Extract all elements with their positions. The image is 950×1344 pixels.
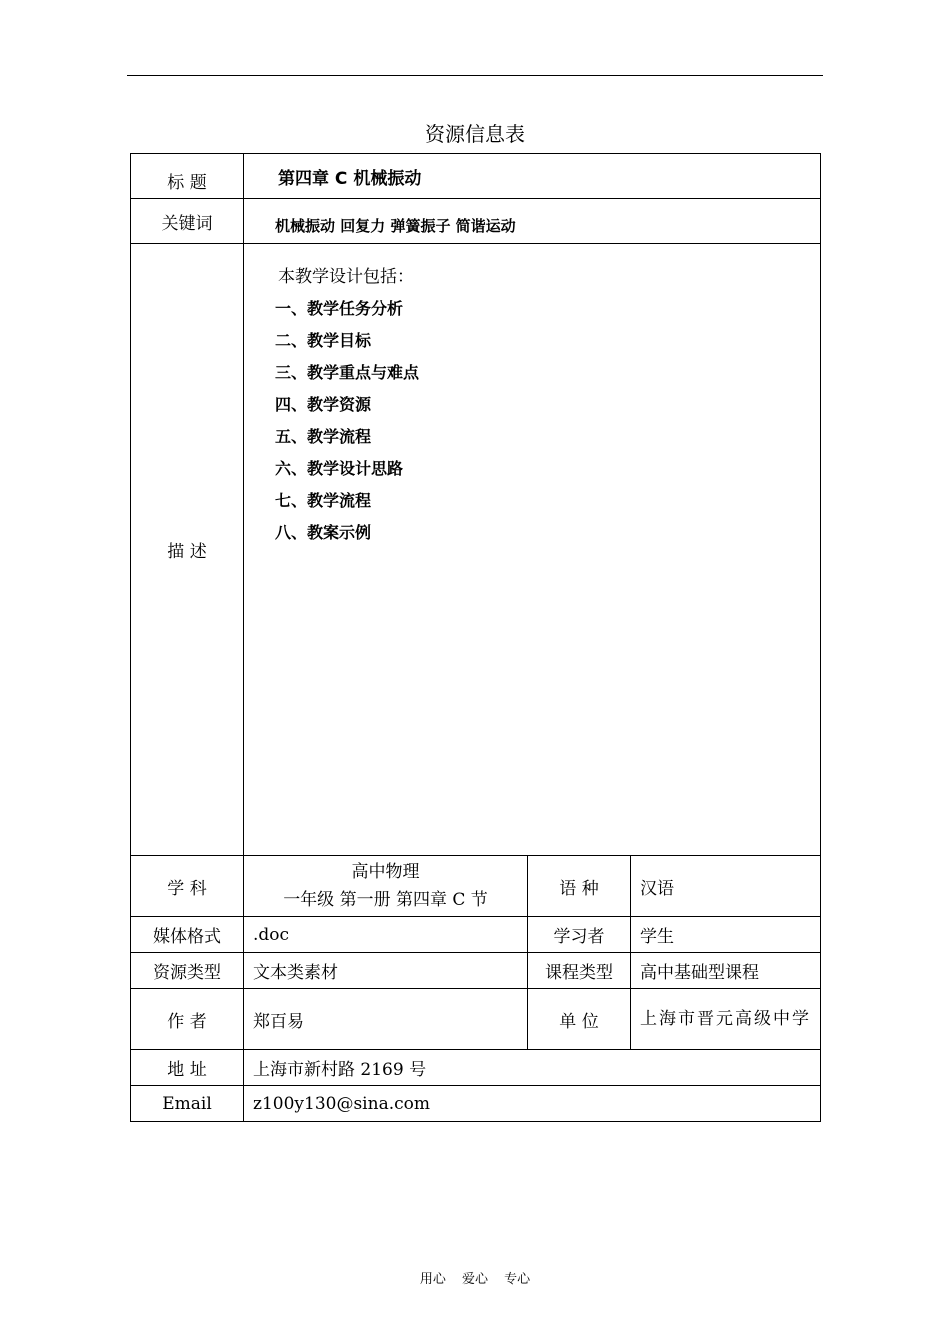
label-media: 媒体格式 [131,917,244,953]
label-author: 作 者 [131,989,244,1050]
author-value: 郑百易 [244,989,528,1050]
label-description: 描 述 [131,244,244,856]
row-media [131,917,821,953]
label-learner: 学习者 [528,917,631,953]
email-value: z100y130@sina.com [244,1086,821,1122]
subject-line2: 一年级 第一册 第四章 C 节 [283,890,488,910]
subject-value [244,856,528,917]
description-item: 二、教学目标 [275,331,372,350]
label-email: Email [131,1086,244,1122]
row-author [131,989,821,1050]
resource-type-value: 文本类素材 [244,953,528,989]
label-keywords: 关键词 [131,199,244,244]
row-resource-type [131,953,821,989]
course-type-value: 高中基础型课程 [631,953,821,989]
label-course-type: 课程类型 [528,953,631,989]
label-address: 地 址 [131,1050,244,1086]
description-item: 一、教学任务分析 [275,299,404,318]
row-subject [131,856,821,917]
label-resource-type: 资源类型 [131,953,244,989]
row-email [131,1086,821,1122]
description-intro: 本教学设计包括： [278,267,414,287]
label-language: 语 种 [528,856,631,917]
description-value [244,244,821,856]
document-title: 资源信息表 [425,122,525,146]
page-footer: 用心 爱心 专心 [419,1272,531,1287]
description-item: 四、教学资源 [275,395,372,414]
title-value: 第四章 C 机械振动 [244,154,821,199]
description-item: 五、教学流程 [275,427,372,446]
description-item: 八、教案示例 [275,523,372,542]
row-description [131,244,821,856]
media-value: .doc [244,917,528,953]
label-unit: 单 位 [528,989,631,1050]
label-subject: 学 科 [131,856,244,917]
description-item: 六、教学设计思路 [275,459,404,478]
description-item: 七、教学流程 [275,491,372,510]
subject-line1: 高中物理 [351,862,420,882]
description-item: 三、教学重点与难点 [275,363,420,382]
keywords-value: 机械振动 回复力 弹簧振子 简谐运动 [244,199,821,244]
row-keywords [131,199,821,244]
language-value: 汉语 [631,856,821,917]
learner-value: 学生 [631,917,821,953]
resource-info-table [130,153,821,1122]
header-rule [127,75,823,76]
label-title: 标 题 [131,154,244,199]
row-address [131,1050,821,1086]
address-value: 上海市新村路 2169 号 [244,1050,821,1086]
row-title [131,154,821,199]
unit-value: 上海市晋元高级中学 [631,989,821,1050]
